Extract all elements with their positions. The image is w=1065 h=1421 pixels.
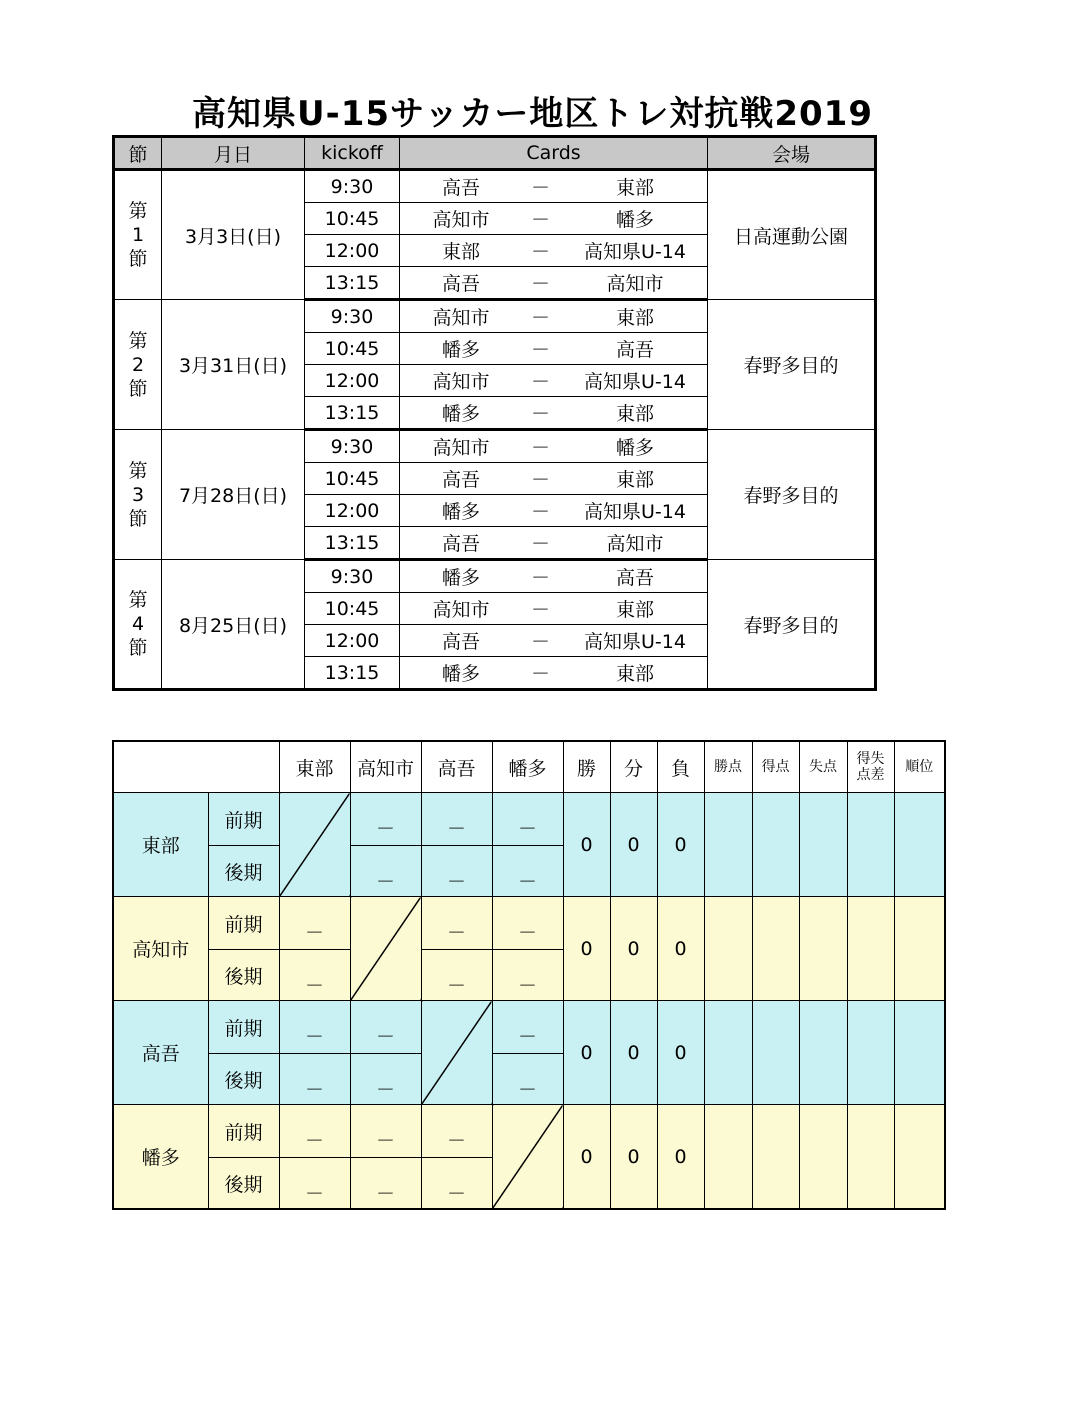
wins-cell: 0 <box>563 1105 610 1210</box>
versus-dash: － <box>530 241 550 263</box>
match-card <box>400 430 708 463</box>
versus-dash: － <box>530 273 550 295</box>
away-team: 東部 <box>615 403 654 425</box>
kickoff-time: 13:15 <box>305 657 400 690</box>
col-header-points: 勝点 <box>704 741 752 793</box>
away-team: 高吾 <box>615 339 654 361</box>
col-header-goal-diff <box>847 741 894 793</box>
round-label-char: 第 <box>128 200 148 222</box>
home-team: 高吾 <box>441 273 480 295</box>
kickoff-time: 9:30 <box>305 430 400 463</box>
result-cell: － <box>279 1054 350 1105</box>
standings-row <box>113 897 945 950</box>
home-team: 高知市 <box>432 437 490 459</box>
home-team: 高知市 <box>432 599 490 621</box>
team-name: 幡多 <box>113 1105 208 1210</box>
away-team: 東部 <box>615 663 654 685</box>
match-card <box>400 657 708 690</box>
losses-cell: 0 <box>657 1105 704 1210</box>
home-team: 高吾 <box>441 631 480 653</box>
standings-row <box>113 1105 945 1158</box>
away-team: 幡多 <box>615 437 654 459</box>
wins-cell: 0 <box>563 793 610 897</box>
away-team: 高知県U-14 <box>584 371 686 393</box>
round-label-char: 第 <box>128 589 148 611</box>
round-label-char: 4 <box>131 613 145 635</box>
goal-diff-cell <box>847 793 894 897</box>
result-cell: － <box>350 846 421 897</box>
result-cell: － <box>350 1105 421 1158</box>
result-cell: － <box>350 1054 421 1105</box>
period-label: 前期 <box>208 793 279 846</box>
away-team: 高知県U-14 <box>584 241 686 263</box>
goal-diff-line: 得失 <box>856 751 885 767</box>
goals-against-cell <box>799 897 847 1001</box>
result-cell: － <box>279 897 350 950</box>
standings-corner <box>113 741 279 793</box>
home-team: 高吾 <box>441 469 480 491</box>
wins-cell: 0 <box>563 897 610 1001</box>
rank-cell <box>894 1001 945 1105</box>
goals-against-cell <box>799 1105 847 1210</box>
points-cell <box>704 1001 752 1105</box>
round-date: 7月28日(日) <box>162 430 305 560</box>
rank-cell <box>894 1105 945 1210</box>
round-label-char: 2 <box>131 353 145 376</box>
versus-dash: － <box>530 437 550 459</box>
away-team: 東部 <box>615 599 654 621</box>
match-card <box>400 593 708 625</box>
team-name: 高吾 <box>113 1001 208 1105</box>
home-team: 幡多 <box>441 501 480 523</box>
versus-dash: － <box>530 339 550 361</box>
result-cell: － <box>350 793 421 846</box>
col-header-rank: 順位 <box>894 741 945 793</box>
kickoff-time: 10:45 <box>305 463 400 495</box>
period-label: 後期 <box>208 1158 279 1210</box>
points-cell <box>704 897 752 1001</box>
standings-row <box>113 1001 945 1054</box>
period-label: 後期 <box>208 846 279 897</box>
away-team: 高知県U-14 <box>584 631 686 653</box>
result-cell: － <box>279 950 350 1001</box>
result-cell: － <box>492 846 563 897</box>
venue: 春野多目的 <box>708 560 876 690</box>
points-cell <box>704 793 752 897</box>
kickoff-time: 9:30 <box>305 300 400 333</box>
match-card <box>400 527 708 560</box>
home-team: 幡多 <box>441 567 480 589</box>
draws-cell: 0 <box>610 1001 657 1105</box>
home-team: 高知市 <box>432 371 490 393</box>
goals-for-cell <box>752 1001 799 1105</box>
schedule-row <box>114 300 876 333</box>
result-cell: － <box>279 1158 350 1210</box>
result-cell: － <box>492 1001 563 1054</box>
goal-diff-line: 点差 <box>856 767 885 783</box>
self-match-cell <box>492 1105 563 1210</box>
round-label <box>114 300 162 430</box>
result-cell: － <box>492 1054 563 1105</box>
result-cell: － <box>350 1158 421 1210</box>
versus-dash: － <box>530 307 550 329</box>
col-header-draws: 分 <box>610 741 657 793</box>
period-label: 前期 <box>208 1105 279 1158</box>
home-team: 東部 <box>441 241 480 263</box>
versus-dash: － <box>530 663 550 685</box>
result-cell: － <box>421 846 492 897</box>
away-team: 東部 <box>615 307 654 329</box>
header-cards: Cards <box>400 137 708 170</box>
standings-row <box>113 793 945 846</box>
home-team: 高知市 <box>432 209 490 231</box>
match-card <box>400 333 708 365</box>
home-team: 高吾 <box>441 533 480 555</box>
team-name: 東部 <box>113 793 208 897</box>
draws-cell: 0 <box>610 897 657 1001</box>
versus-dash: － <box>530 209 550 231</box>
round-label-char: 第 <box>128 459 148 482</box>
versus-dash: － <box>530 567 550 589</box>
match-card <box>400 625 708 657</box>
away-team: 高吾 <box>615 567 654 589</box>
col-header-losses: 負 <box>657 741 704 793</box>
draws-cell: 0 <box>610 793 657 897</box>
header-date: 月日 <box>162 137 305 170</box>
match-card <box>400 495 708 527</box>
schedule-row <box>114 170 876 203</box>
match-card <box>400 365 708 397</box>
col-header: 高吾 <box>421 741 492 793</box>
kickoff-time: 12:00 <box>305 235 400 267</box>
round-label-char: 1 <box>131 224 145 246</box>
rank-cell <box>894 793 945 897</box>
away-team: 東部 <box>615 469 654 491</box>
kickoff-time: 10:45 <box>305 333 400 365</box>
draws-cell: 0 <box>610 1105 657 1210</box>
goals-for-cell <box>752 897 799 1001</box>
goals-for-cell <box>752 1105 799 1210</box>
round-label-char: 節 <box>128 248 148 270</box>
versus-dash: － <box>530 177 550 199</box>
goal-diff-cell <box>847 897 894 1001</box>
match-card <box>400 300 708 333</box>
away-team: 東部 <box>615 177 654 199</box>
period-label: 前期 <box>208 897 279 950</box>
round-label-char: 節 <box>128 507 148 530</box>
kickoff-time: 12:00 <box>305 365 400 397</box>
result-cell: － <box>421 897 492 950</box>
header-venue: 会場 <box>708 137 876 170</box>
match-card <box>400 463 708 495</box>
round-label-char: 第 <box>128 329 148 352</box>
self-match-cell <box>279 793 350 897</box>
rank-cell <box>894 897 945 1001</box>
kickoff-time: 10:45 <box>305 203 400 235</box>
versus-dash: － <box>530 371 550 393</box>
match-card <box>400 397 708 430</box>
away-team: 高知県U-14 <box>584 501 686 523</box>
match-card <box>400 560 708 593</box>
kickoff-time: 9:30 <box>305 560 400 593</box>
col-header-wins: 勝 <box>563 741 610 793</box>
period-label: 後期 <box>208 950 279 1001</box>
col-header-goals-against: 失点 <box>799 741 847 793</box>
home-team: 高吾 <box>441 177 480 199</box>
match-card <box>400 170 708 203</box>
standings-header-row <box>113 741 945 793</box>
goals-against-cell <box>799 1001 847 1105</box>
kickoff-time: 10:45 <box>305 593 400 625</box>
away-team: 高知市 <box>606 273 664 295</box>
kickoff-time: 13:15 <box>305 527 400 560</box>
home-team: 幡多 <box>441 663 480 685</box>
kickoff-time: 12:00 <box>305 625 400 657</box>
kickoff-time: 13:15 <box>305 397 400 430</box>
round-label <box>114 170 162 300</box>
round-date: 8月25日(日) <box>162 560 305 690</box>
schedule-header-row <box>114 137 876 170</box>
round-date: 3月3日(日) <box>162 170 305 300</box>
result-cell: － <box>350 1001 421 1054</box>
team-name: 高知市 <box>113 897 208 1001</box>
schedule-row <box>114 430 876 463</box>
home-team: 幡多 <box>441 339 480 361</box>
goals-against-cell <box>799 793 847 897</box>
versus-dash: － <box>530 403 550 425</box>
round-label <box>114 560 162 690</box>
kickoff-time: 12:00 <box>305 495 400 527</box>
self-match-cell <box>421 1001 492 1105</box>
result-cell: － <box>279 1105 350 1158</box>
result-cell: － <box>492 950 563 1001</box>
match-card <box>400 203 708 235</box>
col-header-goals-for: 得点 <box>752 741 799 793</box>
header-kickoff: kickoff <box>305 137 400 170</box>
points-cell <box>704 1105 752 1210</box>
schedule-table <box>112 135 877 691</box>
versus-dash: － <box>530 469 550 491</box>
round-date: 3月31日(日) <box>162 300 305 430</box>
away-team: 高知市 <box>606 533 664 555</box>
home-team: 幡多 <box>441 403 480 425</box>
losses-cell: 0 <box>657 897 704 1001</box>
schedule-row <box>114 560 876 593</box>
goal-diff-cell <box>847 1105 894 1210</box>
versus-dash: － <box>530 631 550 653</box>
col-header: 幡多 <box>492 741 563 793</box>
match-card <box>400 235 708 267</box>
wins-cell: 0 <box>563 1001 610 1105</box>
versus-dash: － <box>530 501 550 523</box>
col-header: 東部 <box>279 741 350 793</box>
round-label-char: 3 <box>131 483 145 506</box>
goal-diff-cell <box>847 1001 894 1105</box>
home-team: 高知市 <box>432 307 490 329</box>
match-card <box>400 267 708 300</box>
venue: 日高運動公園 <box>708 170 876 300</box>
round-label-char: 節 <box>128 377 148 400</box>
away-team: 幡多 <box>615 209 654 231</box>
header-setsu: 節 <box>114 137 162 170</box>
losses-cell: 0 <box>657 1001 704 1105</box>
round-label <box>114 430 162 560</box>
kickoff-time: 13:15 <box>305 267 400 300</box>
result-cell: － <box>421 1158 492 1210</box>
result-cell: － <box>421 793 492 846</box>
result-cell: － <box>421 950 492 1001</box>
versus-dash: － <box>530 533 550 555</box>
standings-table <box>112 740 946 1210</box>
result-cell: － <box>492 793 563 846</box>
period-label: 前期 <box>208 1001 279 1054</box>
self-match-cell <box>350 897 421 1001</box>
kickoff-time: 9:30 <box>305 170 400 203</box>
versus-dash: － <box>530 599 550 621</box>
result-cell: － <box>492 897 563 950</box>
result-cell: － <box>421 1105 492 1158</box>
period-label: 後期 <box>208 1054 279 1105</box>
round-label-char: 節 <box>128 637 148 659</box>
goals-for-cell <box>752 793 799 897</box>
col-header: 高知市 <box>350 741 421 793</box>
page-title: 高知県U-15サッカー地区トレ対抗戦2019 <box>192 94 873 134</box>
result-cell: － <box>279 1001 350 1054</box>
losses-cell: 0 <box>657 793 704 897</box>
venue: 春野多目的 <box>708 300 876 430</box>
venue: 春野多目的 <box>708 430 876 560</box>
